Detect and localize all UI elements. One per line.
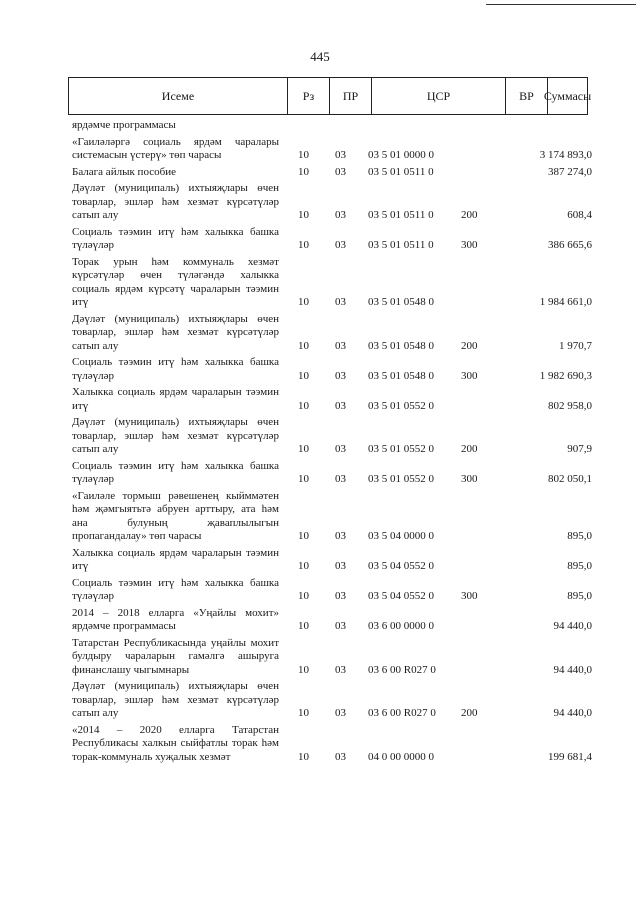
row-rz: 10 [298,620,309,632]
row-pr: 03 [335,663,346,676]
table-row [72,607,592,634]
row-name: «Гаиләләргә социаль ярдәм чаралары системасын үстерү» төп чарасы [72,135,279,161]
row-pr: 03 [335,296,346,308]
table-row [72,226,592,253]
table-row [72,724,592,765]
row-csr: 03 5 01 0552 0 [368,473,434,485]
table-row [72,577,592,604]
row-csr: 03 5 04 0552 0 [368,560,434,572]
table-row [72,416,592,457]
row-rz: 10 [298,296,309,308]
row-name: Социаль тәэмин итү һәм халыкка башка түләүләр [72,225,279,251]
header-csr: ЦСР [372,78,506,114]
row-name: Дәүләт (муниципаль) ихтыяҗлары өчен товарлар, эшләр һәм хезмәт күрсәтүләр сатып алу [72,312,279,352]
row-pr: 03 [335,239,346,251]
row-pr: 03 [335,209,346,221]
row-csr: 03 6 00 0000 0 [368,620,434,632]
table-row [72,490,592,544]
row-vr: 300 [461,473,478,485]
row-rz: 10 [298,399,309,412]
row-name: «2014 – 2020 елларга Татарстан Республикасы халкын сыйфатлы торак һәм торак-коммуналь хуҗалык хезмәт [72,723,279,763]
row-csr: 03 5 01 0552 0 [368,443,434,455]
table-row [72,356,592,383]
header-rz: Рз [288,78,330,114]
table-row [72,460,592,487]
row-rz: 10 [298,473,309,485]
row-name: 2014 – 2018 елларга «Уңайлы мохит» ярдәмче программасы [72,606,279,632]
row-sum: 802 958,0 [548,399,592,412]
row-pr: 03 [335,165,346,178]
row-pr: 03 [335,149,346,161]
row-csr: 04 0 00 0000 0 [368,750,434,763]
table-row [72,182,592,223]
row-sum: 895,0 [567,560,592,572]
table-body [72,119,592,764]
row-name: «Гаиләле тормыш рәвешенең кыйммәтен һәм җәмгыятьтә абруен арттыру, ата һәм ана булуның җаваплылыгын пропагандалау» төп чарасы [72,489,279,542]
row-name: Дәүләт (муниципаль) ихтыяҗлары өчен товарлар, эшләр һәм хезмәт күрсәтүләр сатып алу [72,182,279,221]
table-row [72,547,592,574]
row-name: Социаль тәэмин итү һәм халыкка башка түләүләр [72,356,279,382]
row-name: Татарстан Республикасында уңайлы мохит булдыру чараларын гамәлгә ашыруга финанслашу чыгымнары [72,636,279,676]
row-vr: 300 [461,369,478,382]
row-csr: 03 5 01 0548 0 [368,296,434,308]
row-vr: 300 [461,239,478,251]
row-pr: 03 [335,339,346,352]
row-rz: 10 [298,239,309,251]
row-pr: 03 [335,590,346,602]
row-name: Социаль тәэмин итү һәм халыкка башка түләүләр [72,459,279,485]
row-name: Дәүләт (муниципаль) ихтыяҗлары өчен товарлар, эшләр һәм хезмәт күрсәтүләр сатып алу [72,416,279,455]
row-rz: 10 [298,663,309,676]
row-csr: 03 5 01 0000 0 [368,149,434,161]
row-pr: 03 [335,620,346,632]
row-sum: 94 440,0 [553,620,592,632]
header-name: Исеме [69,78,288,114]
row-sum: 199 681,4 [548,750,592,763]
row-sum: 895,0 [567,590,592,602]
row-sum: 802 050,1 [548,473,592,485]
row-pr: 03 [335,443,346,455]
row-pr: 03 [335,560,346,572]
row-pr: 03 [335,369,346,382]
row-rz: 10 [298,209,309,221]
table-row [72,119,592,133]
row-csr: 03 5 01 0548 0 [368,369,434,382]
top-rule [486,4,636,5]
row-sum: 94 440,0 [553,707,592,719]
row-sum: 1 982 690,3 [539,369,592,382]
header-pr: ПР [330,78,372,114]
row-sum: 387 274,0 [548,165,592,178]
table-row [72,386,592,413]
table-row [72,166,592,180]
table-header [68,77,592,115]
row-pr: 03 [335,473,346,485]
row-vr: 200 [461,443,478,455]
row-name: Торак урын һәм коммуналь хезмәт күрсәтүләр өчен түләгәндә халыкка социаль ярдәм күрсәтү чараларын тәэмин итү [72,255,279,308]
row-rz: 10 [298,443,309,455]
row-rz: 10 [298,590,309,602]
row-csr: 03 6 00 R027 0 [368,663,436,676]
row-rz: 10 [298,339,309,352]
row-name: Дәүләт (муниципаль) ихтыяҗлары өчен товарлар, эшләр һәм хезмәт күрсәтүләр сатып алу [72,680,279,719]
row-name: Социаль тәэмин итү һәм халыкка башка түләүләр [72,576,279,602]
page-number: 445 [310,49,330,64]
row-sum: 386 665,6 [548,239,592,251]
row-sum: 895,0 [567,530,592,542]
row-sum: 907,9 [567,443,592,455]
row-csr: 03 5 01 0511 0 [368,165,434,178]
row-name: Халыкка социаль ярдәм чараларын тәэмин итү [72,386,279,412]
row-vr: 200 [461,339,478,352]
table-row [72,136,592,163]
row-vr: 200 [461,707,478,719]
row-csr: 03 6 00 R027 0 [368,707,436,719]
row-rz: 10 [298,149,309,161]
row-csr: 03 5 01 0511 0 [368,239,434,251]
row-rz: 10 [298,369,309,382]
table-row [72,256,592,310]
row-sum: 1 984 661,0 [539,296,592,308]
row-csr: 03 5 04 0552 0 [368,590,434,602]
row-sum: 94 440,0 [553,663,592,676]
row-csr: 03 5 04 0000 0 [368,530,434,542]
row-sum: 608,4 [567,209,592,221]
table-row [72,680,592,721]
row-vr: 300 [461,590,478,602]
row-vr: 200 [461,209,478,221]
row-pr: 03 [335,707,346,719]
row-name: Халыкка социаль ярдәм чараларын тәэмин итү [72,546,279,572]
row-name: ярдәмче программасы [72,119,176,131]
table-row [72,313,592,354]
row-rz: 10 [298,750,309,763]
row-rz: 10 [298,707,309,719]
row-name: Балага айлык пособие [72,165,176,178]
row-rz: 10 [298,560,309,572]
row-csr: 03 5 01 0552 0 [368,399,434,412]
row-sum: 3 174 893,0 [539,149,592,161]
row-rz: 10 [298,165,309,178]
header-vr: ВР [506,78,548,114]
row-pr: 03 [335,530,346,542]
row-csr: 03 5 01 0511 0 [368,209,434,221]
row-pr: 03 [335,750,346,763]
row-csr: 03 5 01 0548 0 [368,339,434,352]
table-row [72,637,592,678]
header-sum: Суммасы [543,88,592,103]
row-sum: 1 970,7 [559,339,592,352]
row-pr: 03 [335,399,346,412]
row-rz: 10 [298,530,309,542]
